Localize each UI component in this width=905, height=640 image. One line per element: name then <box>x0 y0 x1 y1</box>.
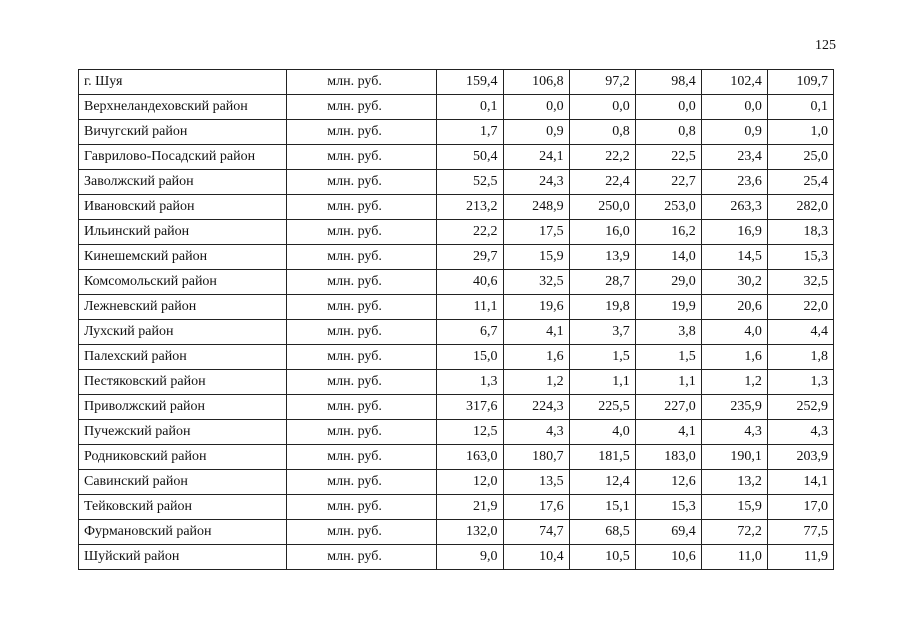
value-cell: 1,6 <box>503 345 569 370</box>
table-row <box>79 445 834 470</box>
value-cell: 4,1 <box>503 320 569 345</box>
value-cell: 22,5 <box>635 145 701 170</box>
value-cell: 0,9 <box>503 120 569 145</box>
value-cell: 4,3 <box>767 420 833 445</box>
value-cell: 0,0 <box>569 95 635 120</box>
value-cell: 14,0 <box>635 245 701 270</box>
row-unit-cell: млн. руб. <box>287 320 437 345</box>
value-cell: 52,5 <box>437 170 503 195</box>
value-cell: 29,0 <box>635 270 701 295</box>
value-cell: 0,0 <box>701 95 767 120</box>
value-cell: 16,2 <box>635 220 701 245</box>
value-cell: 74,7 <box>503 520 569 545</box>
value-cell: 1,3 <box>437 370 503 395</box>
value-cell: 98,4 <box>635 70 701 95</box>
row-name-cell: Родниковский район <box>79 445 287 470</box>
row-name-cell: Заволжский район <box>79 170 287 195</box>
value-cell: 0,1 <box>767 95 833 120</box>
value-cell: 3,8 <box>635 320 701 345</box>
value-cell: 32,5 <box>767 270 833 295</box>
value-cell: 4,3 <box>503 420 569 445</box>
value-cell: 132,0 <box>437 520 503 545</box>
value-cell: 23,6 <box>701 170 767 195</box>
value-cell: 181,5 <box>569 445 635 470</box>
row-name-cell: г. Шуя <box>79 70 287 95</box>
value-cell: 23,4 <box>701 145 767 170</box>
value-cell: 22,4 <box>569 170 635 195</box>
value-cell: 180,7 <box>503 445 569 470</box>
data-table <box>78 69 834 570</box>
value-cell: 25,0 <box>767 145 833 170</box>
value-cell: 317,6 <box>437 395 503 420</box>
value-cell: 15,1 <box>569 495 635 520</box>
value-cell: 11,1 <box>437 295 503 320</box>
table-row <box>79 545 834 570</box>
value-cell: 30,2 <box>701 270 767 295</box>
value-cell: 1,2 <box>701 370 767 395</box>
table-row <box>79 345 834 370</box>
row-name-cell: Пучежский район <box>79 420 287 445</box>
row-name-cell: Лухский район <box>79 320 287 345</box>
value-cell: 12,5 <box>437 420 503 445</box>
table-row <box>79 70 834 95</box>
value-cell: 0,0 <box>503 95 569 120</box>
value-cell: 22,0 <box>767 295 833 320</box>
value-cell: 20,6 <box>701 295 767 320</box>
row-unit-cell: млн. руб. <box>287 270 437 295</box>
value-cell: 252,9 <box>767 395 833 420</box>
value-cell: 190,1 <box>701 445 767 470</box>
row-name-cell: Пестяковский район <box>79 370 287 395</box>
table-row <box>79 95 834 120</box>
value-cell: 159,4 <box>437 70 503 95</box>
value-cell: 13,9 <box>569 245 635 270</box>
value-cell: 1,5 <box>569 345 635 370</box>
row-unit-cell: млн. руб. <box>287 170 437 195</box>
row-unit-cell: млн. руб. <box>287 420 437 445</box>
row-unit-cell: млн. руб. <box>287 370 437 395</box>
value-cell: 15,3 <box>635 495 701 520</box>
value-cell: 17,6 <box>503 495 569 520</box>
value-cell: 21,9 <box>437 495 503 520</box>
row-unit-cell: млн. руб. <box>287 520 437 545</box>
value-cell: 4,0 <box>569 420 635 445</box>
value-cell: 15,9 <box>701 495 767 520</box>
value-cell: 15,9 <box>503 245 569 270</box>
row-name-cell: Фурмановский район <box>79 520 287 545</box>
row-name-cell: Верхнеландеховский район <box>79 95 287 120</box>
value-cell: 1,7 <box>437 120 503 145</box>
value-cell: 68,5 <box>569 520 635 545</box>
table-row <box>79 370 834 395</box>
value-cell: 13,5 <box>503 470 569 495</box>
value-cell: 11,9 <box>767 545 833 570</box>
row-name-cell: Гаврилово-Посадский район <box>79 145 287 170</box>
value-cell: 22,2 <box>437 220 503 245</box>
value-cell: 14,1 <box>767 470 833 495</box>
row-name-cell: Ивановский район <box>79 195 287 220</box>
value-cell: 40,6 <box>437 270 503 295</box>
value-cell: 0,8 <box>569 120 635 145</box>
value-cell: 0,0 <box>635 95 701 120</box>
row-name-cell: Вичугский район <box>79 120 287 145</box>
value-cell: 248,9 <box>503 195 569 220</box>
row-name-cell: Комсомольский район <box>79 270 287 295</box>
value-cell: 183,0 <box>635 445 701 470</box>
value-cell: 12,6 <box>635 470 701 495</box>
value-cell: 97,2 <box>569 70 635 95</box>
value-cell: 16,0 <box>569 220 635 245</box>
value-cell: 10,6 <box>635 545 701 570</box>
value-cell: 10,4 <box>503 545 569 570</box>
table-row <box>79 420 834 445</box>
value-cell: 102,4 <box>701 70 767 95</box>
table-row <box>79 495 834 520</box>
value-cell: 3,7 <box>569 320 635 345</box>
value-cell: 12,4 <box>569 470 635 495</box>
row-unit-cell: млн. руб. <box>287 70 437 95</box>
value-cell: 4,1 <box>635 420 701 445</box>
row-unit-cell: млн. руб. <box>287 245 437 270</box>
value-cell: 19,6 <box>503 295 569 320</box>
value-cell: 77,5 <box>767 520 833 545</box>
value-cell: 24,1 <box>503 145 569 170</box>
value-cell: 4,4 <box>767 320 833 345</box>
value-cell: 6,7 <box>437 320 503 345</box>
value-cell: 225,5 <box>569 395 635 420</box>
value-cell: 25,4 <box>767 170 833 195</box>
table-row <box>79 195 834 220</box>
value-cell: 29,7 <box>437 245 503 270</box>
value-cell: 24,3 <box>503 170 569 195</box>
value-cell: 15,0 <box>437 345 503 370</box>
value-cell: 13,2 <box>701 470 767 495</box>
value-cell: 9,0 <box>437 545 503 570</box>
value-cell: 235,9 <box>701 395 767 420</box>
value-cell: 17,0 <box>767 495 833 520</box>
table-row <box>79 220 834 245</box>
row-unit-cell: млн. руб. <box>287 120 437 145</box>
value-cell: 203,9 <box>767 445 833 470</box>
value-cell: 11,0 <box>701 545 767 570</box>
value-cell: 0,8 <box>635 120 701 145</box>
value-cell: 17,5 <box>503 220 569 245</box>
row-unit-cell: млн. руб. <box>287 495 437 520</box>
value-cell: 213,2 <box>437 195 503 220</box>
row-unit-cell: млн. руб. <box>287 445 437 470</box>
value-cell: 10,5 <box>569 545 635 570</box>
value-cell: 1,0 <box>767 120 833 145</box>
value-cell: 109,7 <box>767 70 833 95</box>
page-number: 125 <box>815 38 836 53</box>
table-row <box>79 295 834 320</box>
row-name-cell: Савинский район <box>79 470 287 495</box>
row-name-cell: Палехский район <box>79 345 287 370</box>
value-cell: 19,9 <box>635 295 701 320</box>
table-row <box>79 145 834 170</box>
row-name-cell: Лежневский район <box>79 295 287 320</box>
table-row <box>79 245 834 270</box>
value-cell: 224,3 <box>503 395 569 420</box>
value-cell: 22,2 <box>569 145 635 170</box>
table-row <box>79 270 834 295</box>
value-cell: 22,7 <box>635 170 701 195</box>
value-cell: 1,3 <box>767 370 833 395</box>
value-cell: 14,5 <box>701 245 767 270</box>
value-cell: 1,1 <box>569 370 635 395</box>
value-cell: 19,8 <box>569 295 635 320</box>
row-unit-cell: млн. руб. <box>287 395 437 420</box>
value-cell: 28,7 <box>569 270 635 295</box>
table-row <box>79 520 834 545</box>
value-cell: 12,0 <box>437 470 503 495</box>
value-cell: 263,3 <box>701 195 767 220</box>
value-cell: 72,2 <box>701 520 767 545</box>
value-cell: 227,0 <box>635 395 701 420</box>
value-cell: 1,6 <box>701 345 767 370</box>
row-unit-cell: млн. руб. <box>287 295 437 320</box>
value-cell: 18,3 <box>767 220 833 245</box>
value-cell: 250,0 <box>569 195 635 220</box>
value-cell: 4,0 <box>701 320 767 345</box>
value-cell: 1,8 <box>767 345 833 370</box>
value-cell: 4,3 <box>701 420 767 445</box>
row-unit-cell: млн. руб. <box>287 470 437 495</box>
value-cell: 16,9 <box>701 220 767 245</box>
value-cell: 0,9 <box>701 120 767 145</box>
table-body <box>79 70 834 570</box>
table-row <box>79 170 834 195</box>
row-name-cell: Кинешемский район <box>79 245 287 270</box>
row-unit-cell: млн. руб. <box>287 95 437 120</box>
value-cell: 1,1 <box>635 370 701 395</box>
row-unit-cell: млн. руб. <box>287 220 437 245</box>
row-name-cell: Ильинский район <box>79 220 287 245</box>
value-cell: 69,4 <box>635 520 701 545</box>
value-cell: 50,4 <box>437 145 503 170</box>
row-name-cell: Тейковский район <box>79 495 287 520</box>
value-cell: 253,0 <box>635 195 701 220</box>
row-unit-cell: млн. руб. <box>287 545 437 570</box>
table-row <box>79 395 834 420</box>
row-name-cell: Шуйский район <box>79 545 287 570</box>
value-cell: 0,1 <box>437 95 503 120</box>
table-row <box>79 120 834 145</box>
value-cell: 1,2 <box>503 370 569 395</box>
table-row <box>79 320 834 345</box>
value-cell: 282,0 <box>767 195 833 220</box>
value-cell: 32,5 <box>503 270 569 295</box>
value-cell: 1,5 <box>635 345 701 370</box>
value-cell: 15,3 <box>767 245 833 270</box>
table-row <box>79 470 834 495</box>
row-name-cell: Приволжский район <box>79 395 287 420</box>
value-cell: 106,8 <box>503 70 569 95</box>
value-cell: 163,0 <box>437 445 503 470</box>
row-unit-cell: млн. руб. <box>287 195 437 220</box>
row-unit-cell: млн. руб. <box>287 345 437 370</box>
row-unit-cell: млн. руб. <box>287 145 437 170</box>
